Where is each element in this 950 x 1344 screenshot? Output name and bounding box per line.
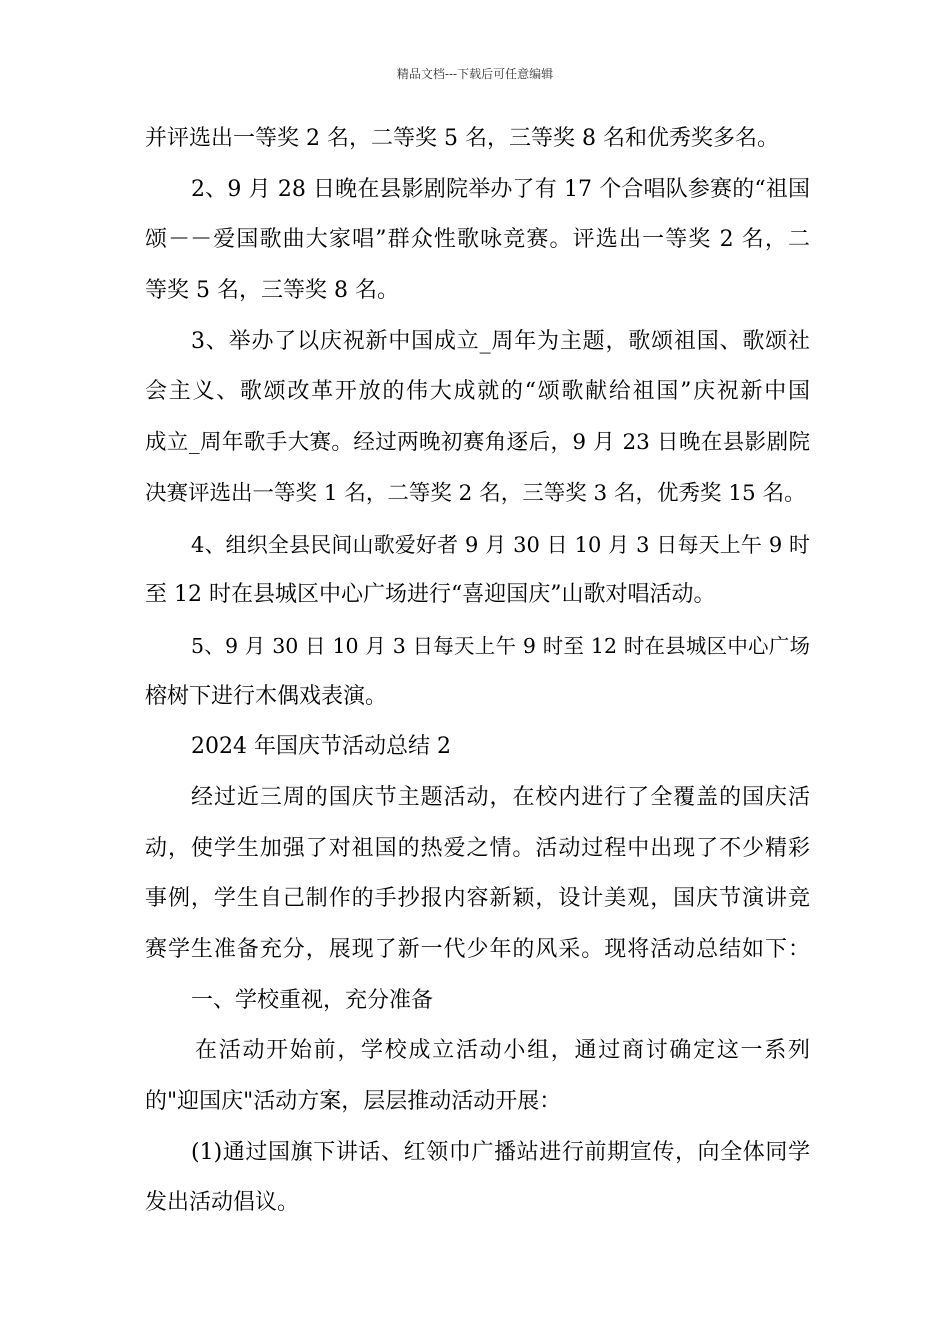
section-heading: 2024 年国庆节活动总结 2 bbox=[191, 734, 451, 760]
text-line: 并评选出一等奖 2 名，二等奖 5 名，三等奖 8 名和优秀奖多名。 bbox=[145, 126, 779, 151]
text-line: 4、组织全县民间山歌爱好者 9 月 30 日 10 月 3 日每天上午 9 时 bbox=[191, 532, 810, 557]
document-body bbox=[145, 127, 810, 1242]
text-line: 至 12 时在县城区中心广场进行“喜迎国庆”山歌对唱活动。 bbox=[145, 582, 716, 608]
text-line: 5、9 月 30 日 10 月 3 日每天上午 9 时至 12 时在县城区中心广场 bbox=[191, 633, 810, 658]
text-line: 赛学生准备充分，展现了新一代少年的风采。现将活动总结如下： bbox=[145, 937, 810, 962]
text-line: (1)通过国旗下讲话、红领巾广播站进行前期宣传，向全体同学 bbox=[191, 1139, 810, 1165]
text-line: 2、9 月 28 日晚在县影剧院举办了有 17 个合唱队参赛的“祖国 bbox=[191, 176, 810, 202]
text-line: 颂－－爱国歌曲大家唱”群众性歌咏竞赛。评选出一等奖 2 名，二 bbox=[145, 227, 810, 253]
text-line: 在活动开始前，学校成立活动小组，通过商讨确定这一系列 bbox=[195, 1038, 810, 1064]
text-line: 等奖 5 名，三等奖 8 名。 bbox=[145, 278, 399, 304]
text-line: 的"迎国庆"活动方案，层层推动活动开展： bbox=[145, 1089, 562, 1115]
text-line: 动，使学生加强了对祖国的热爱之情。活动过程中出现了不少精彩 bbox=[145, 835, 810, 861]
page-header: 精品文档---下载后可任意编辑 bbox=[396, 67, 554, 81]
text-line: 3、举办了以庆祝新中国成立_周年为主题，歌颂祖国、歌颂社 bbox=[191, 328, 810, 354]
text-line: 成立_周年歌手大赛。经过两晚初赛角逐后，9 月 23 日晚在县影剧院 bbox=[145, 430, 810, 456]
text-line: 会主义、歌颂改革开放的伟大成就的“颂歌献给祖国”庆祝新中国 bbox=[145, 379, 810, 405]
subsection-heading: 一、学校重视，充分准备 bbox=[191, 987, 434, 1013]
text-line: 发出活动倡议。 bbox=[145, 1190, 300, 1216]
text-line: 决赛评选出一等奖 1 名，二等奖 2 名，三等奖 3 名，优秀奖 15 名。 bbox=[145, 480, 806, 506]
text-line: 榕树下进行木偶戏表演。 bbox=[145, 683, 388, 709]
text-line: 经过近三周的国庆节主题活动，在校内进行了全覆盖的国庆活 bbox=[191, 784, 810, 810]
text-line: 事例，学生自己制作的手抄报内容新颖，设计美观，国庆节演讲竞 bbox=[145, 886, 810, 912]
